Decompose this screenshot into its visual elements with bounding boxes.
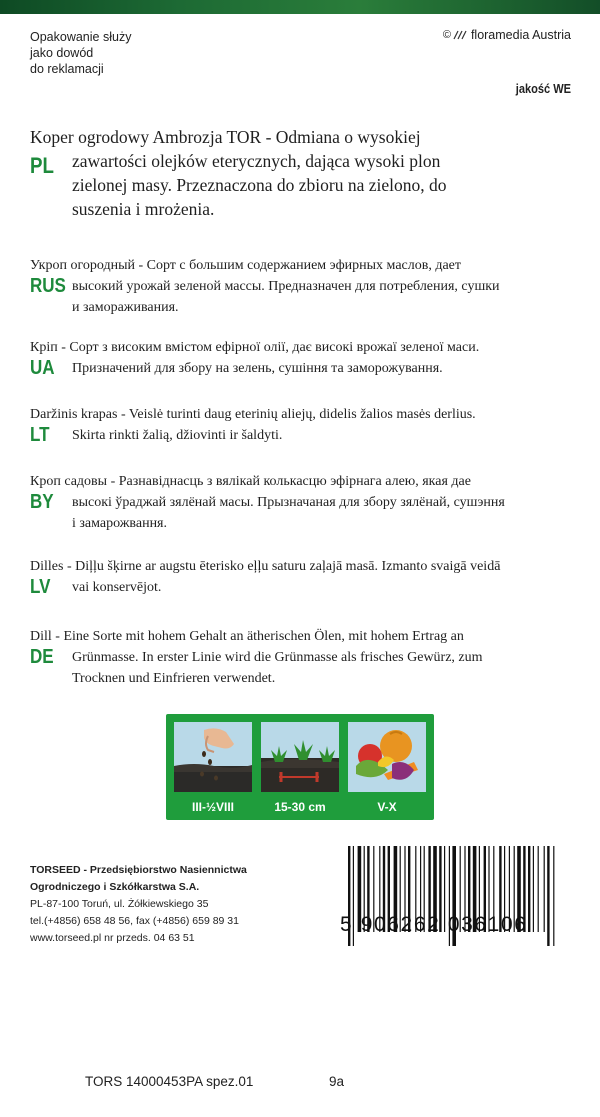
plant-spacing-label: 15-30 cm xyxy=(274,800,326,814)
complaint-notice xyxy=(30,29,230,77)
description-de xyxy=(30,626,570,689)
growing-info-panel xyxy=(166,714,434,820)
lang-code-pl: PL xyxy=(30,153,54,178)
description-line: Призначений для збору на зелень, сушіння та заморожування. xyxy=(72,361,443,376)
lang-code-lt: LT xyxy=(30,424,50,446)
company-address: PL-87-100 Toruń, ul. Żółkiewskiego 35 xyxy=(30,898,209,910)
company-web: www.torseed.pl nr przeds. 04 63 51 xyxy=(30,932,195,944)
description-lv xyxy=(30,556,570,598)
description-line: Skirta rinkti žalią, džiovinti ir šaldyti. xyxy=(72,428,283,443)
sowing-period-label: III-½VIII xyxy=(191,800,234,814)
copyright-symbol: © xyxy=(442,29,451,41)
seedling-row-icon xyxy=(261,722,339,792)
description-text xyxy=(30,556,570,598)
description-line: Trocknen und Einfrieren verwendet. xyxy=(72,671,276,686)
description-text xyxy=(30,404,570,446)
description-line: vai konservējot. xyxy=(72,580,162,595)
lang-code-by: BY xyxy=(30,491,54,513)
description-by xyxy=(30,471,570,534)
description-line: Grünmasse. In erster Linie wird die Grünmasse als frisches Gewürz, zum xyxy=(72,650,483,665)
copyright-line xyxy=(443,28,571,42)
description-line: Koper ogrodowy Ambrozja TOR - Odmiana o wysokiej xyxy=(30,127,421,147)
description-ua xyxy=(30,337,570,379)
company-name: TORSEED - Przedsiębiorstwo Nasiennictwa xyxy=(30,864,247,876)
description-line: і замарожвання. xyxy=(72,516,167,531)
description-text xyxy=(30,471,570,534)
sowing-hand-icon xyxy=(174,722,252,792)
print-reference: TORS 14000453PA spez.01 xyxy=(85,1074,254,1089)
description-line: и замораживания. xyxy=(72,300,179,315)
lang-code-lv: LV xyxy=(30,576,51,598)
description-line: zawartości olejków eterycznych, dająca wysoki plon xyxy=(72,151,441,171)
description-line: Кріп - Сорт з високим вмістом ефірної олії, дає високі врожаї зеленої маси. xyxy=(30,340,480,355)
description-lt xyxy=(30,404,570,446)
company-phone: tel.(+4856) 658 48 56, fax (+4856) 659 89 31 xyxy=(30,915,239,927)
description-text xyxy=(30,255,570,318)
lang-code-rus: RUS xyxy=(30,275,66,297)
description-text xyxy=(30,125,570,221)
description-line: suszenia i mrożenia. xyxy=(72,199,215,219)
description-rus xyxy=(30,255,570,318)
vegetables-harvest-icon xyxy=(348,722,426,792)
description-line: высокі ўраджай зялёнай масы. Прызначаная для збору зялёнай, сушэння xyxy=(72,495,505,510)
copyright-brand: floramedia Austria xyxy=(470,28,571,42)
lang-code-ua: UA xyxy=(30,357,55,379)
description-line: Кроп садовы - Разнавіднасць з вялікай колькасцю эфірнага алею, якая дае xyxy=(30,474,471,489)
notice-line: jako dowód xyxy=(30,46,94,60)
floramedia-logo-icon xyxy=(453,30,469,40)
harvest-period-label: V-X xyxy=(377,800,397,814)
description-pl xyxy=(30,125,570,221)
description-text xyxy=(30,626,570,689)
notice-line: do reklamacji xyxy=(30,62,104,76)
barcode-digits: 5 906262 036106 xyxy=(340,913,528,936)
company-name-2: Ogrodniczego i Szkółkarstwa S.A. xyxy=(30,881,200,893)
description-line: zielonej masy. Przeznaczona do zbioru na zielono, do xyxy=(72,175,447,195)
quality-mark: jakość WE xyxy=(515,81,571,96)
company-info xyxy=(30,862,330,947)
barcode-graphic xyxy=(344,846,570,958)
page-number: 9a xyxy=(329,1074,345,1089)
description-line: Укроп огородный - Сорт с большим содержанием эфирных маслов, дает xyxy=(30,258,462,273)
description-line: высокий урожай зеленой массы. Предназначен для потребления, сушки xyxy=(72,279,500,294)
description-line: Daržinis krapas - Veislė turinti daug eterinių aliejų, didelis žalios masės derlius. xyxy=(30,407,476,422)
description-text xyxy=(30,337,570,379)
description-line: Dill - Eine Sorte mit hohem Gehalt an ätherischen Ölen, mit hohem Ertrag an xyxy=(30,629,464,644)
lang-code-de: DE xyxy=(30,646,54,668)
top-green-band xyxy=(0,0,600,14)
description-line: Dilles - Diļļu šķirne ar augstu ēterisko eļļu saturu zaļajā masā. Izmanto svaigā veidā xyxy=(30,559,501,574)
notice-line: Opakowanie służy xyxy=(30,30,132,44)
